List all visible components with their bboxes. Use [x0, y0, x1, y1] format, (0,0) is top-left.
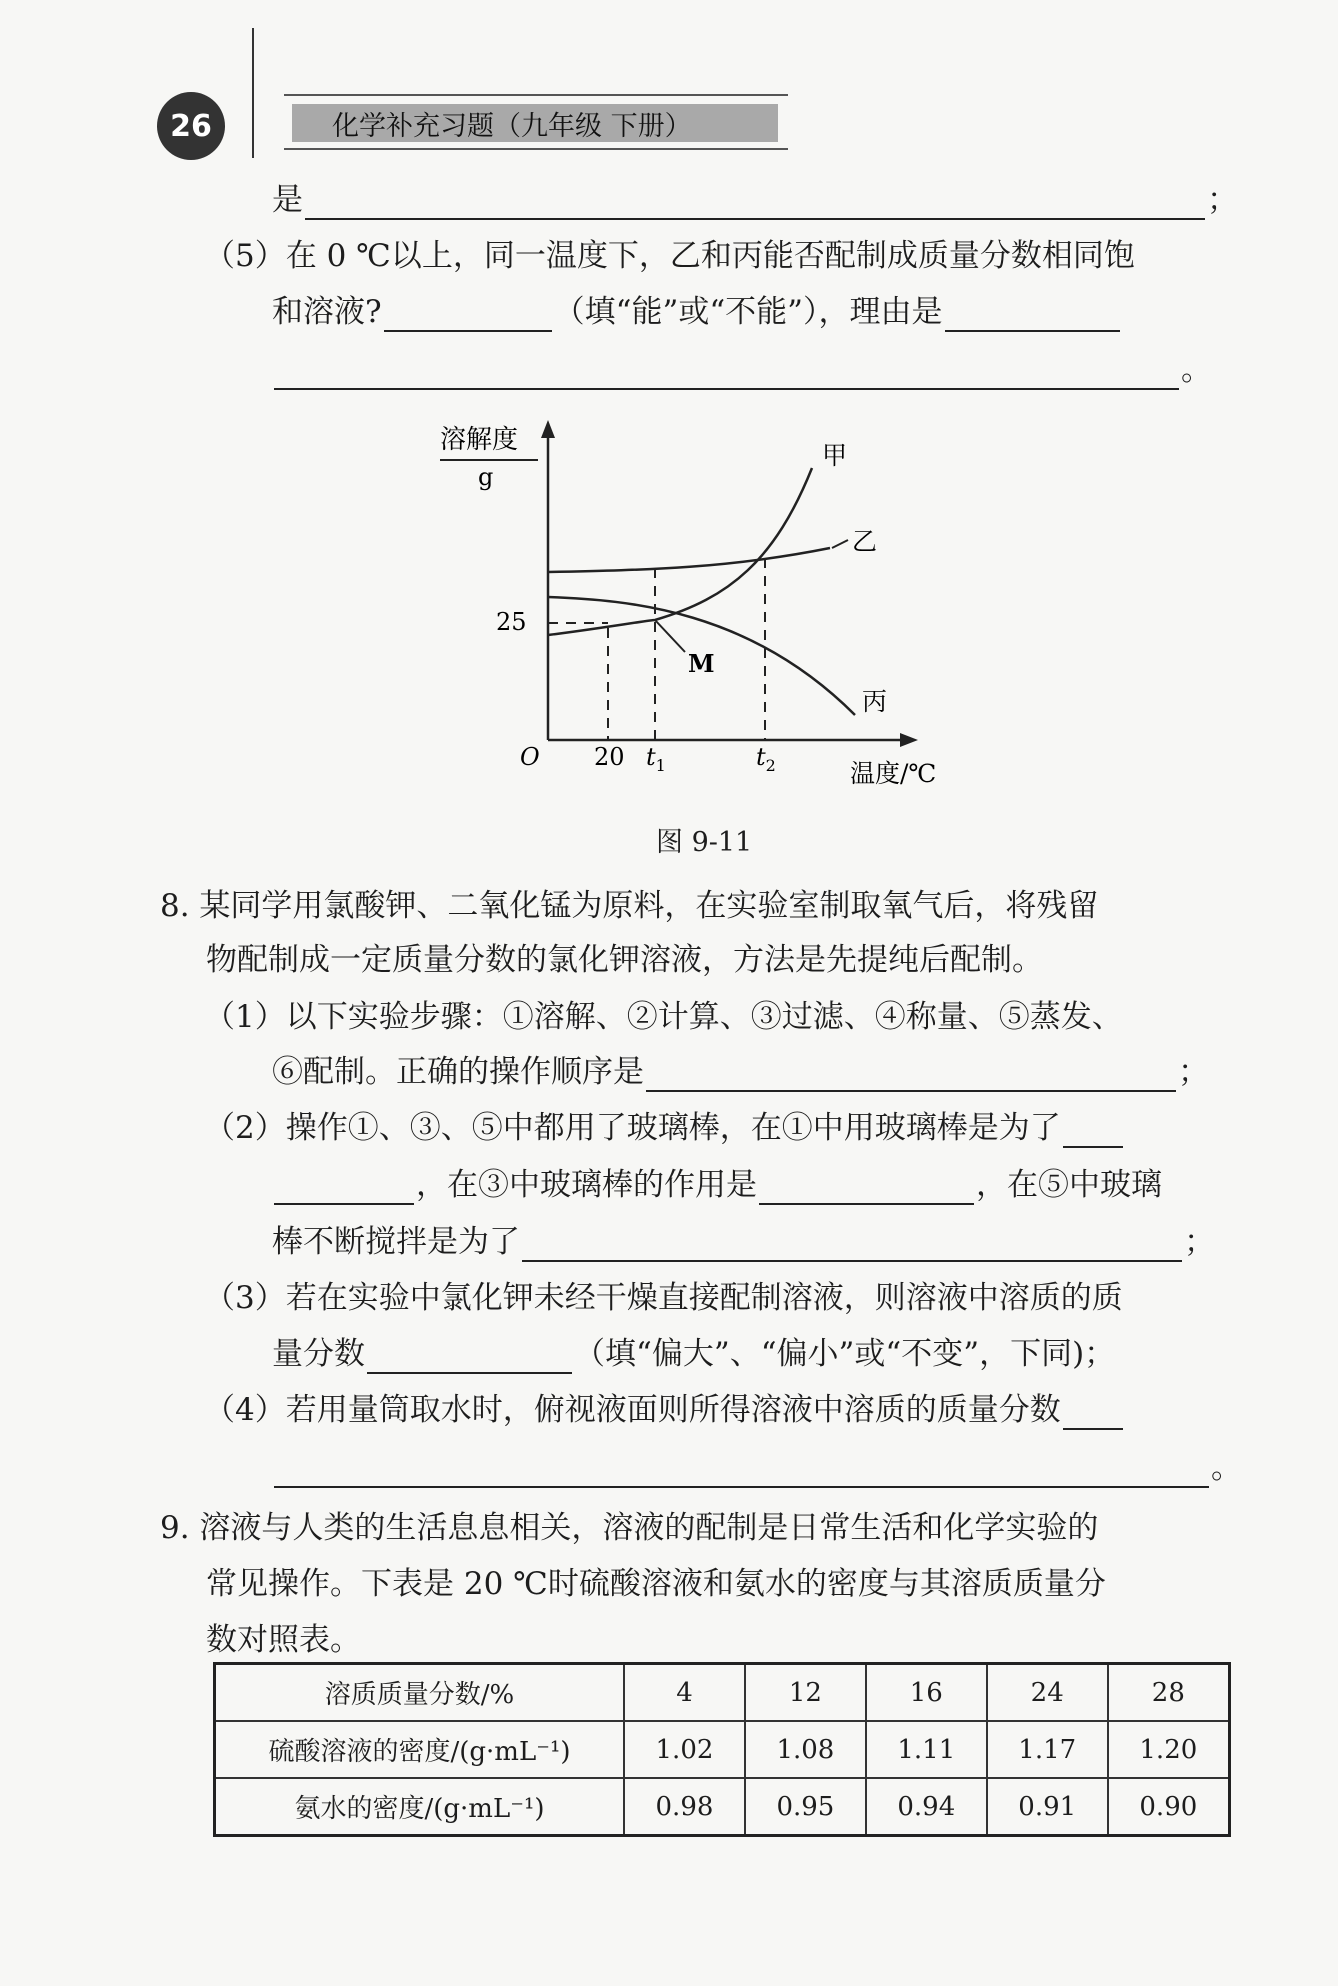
answer-blank[interactable]: [1063, 1394, 1123, 1430]
curve-yi: [548, 548, 830, 572]
x-tick-t2-sub: 2: [765, 756, 776, 775]
table-cell: 氨水的密度/(g·mL⁻¹): [215, 1778, 625, 1836]
answer-blank[interactable]: [274, 1452, 1209, 1488]
q8-p4-line1: [204, 1390, 1125, 1430]
header-rule-bottom: [284, 148, 788, 150]
q8-p3-line1: （3）若在实验中氯化钾未经干燥直接配制溶液，则溶液中溶质的质: [204, 1280, 1123, 1316]
q8-p3-line2-b: （填“偏大”、“偏小”或“不变”，下同)；: [574, 1336, 1116, 1372]
q7-part5-line3: [272, 350, 1212, 390]
x-tick-t1-sub: 1: [655, 756, 666, 775]
q8-p4-line2-suffix: 。: [1211, 1450, 1242, 1486]
answer-blank[interactable]: [305, 184, 1205, 220]
q8-p2-line1-text: （2）操作①、③、⑤中都用了玻璃棒，在①中用玻璃棒是为了: [204, 1110, 1061, 1146]
answer-blank[interactable]: [759, 1169, 974, 1205]
density-table: [213, 1662, 1231, 1837]
book-title: 化学补充习题（九年级 下册）: [292, 104, 778, 142]
table-cell: 1.11: [866, 1721, 987, 1778]
q8-p2-line3: [272, 1222, 1215, 1262]
q8-p4-line1-text: （4）若用量筒取水时，俯视液面则所得溶液中溶质的质量分数: [204, 1392, 1061, 1428]
table-cell: 0.98: [624, 1778, 745, 1836]
q8-p1-line1: （1）以下实验步骤：①溶解、②计算、③过滤、④称量、⑤蒸发、: [204, 999, 1123, 1035]
x-tick-t1-main: t: [646, 743, 656, 771]
page-number: 26: [157, 92, 225, 160]
x-tick-t1: [646, 743, 666, 775]
q8-p2-line1: [204, 1108, 1125, 1148]
q7-line1-prefix: 是: [272, 182, 303, 218]
q8-p2-line2: [272, 1165, 1162, 1205]
q8-p2-line2-b: ，在⑤中玻璃: [976, 1167, 1162, 1203]
table-row: [215, 1778, 1230, 1836]
q8-p1-line2: [272, 1052, 1209, 1092]
q7-line1: [272, 180, 1238, 220]
origin-label: O: [520, 743, 540, 771]
answer-blank[interactable]: [367, 1338, 572, 1374]
q8-line2: 物配制成一定质量分数的氯化钾溶液，方法是先提纯后配制。: [206, 942, 1043, 978]
q9-line1: 9. 溶液与人类的生活息息相关，溶液的配制是日常生活和化学实验的: [160, 1510, 1099, 1546]
curve-label-jia: 甲: [822, 441, 848, 470]
q8-p2-line3-suffix: ；: [1184, 1224, 1215, 1260]
q9-line2: 常见操作。下表是 20 ℃时硫酸溶液和氨水的密度与其溶质质量分: [206, 1566, 1106, 1602]
x-tick-20: 20: [594, 743, 625, 771]
q7-line1-suffix: ；: [1207, 182, 1238, 218]
table-cell: 24: [987, 1664, 1108, 1722]
q7-part5-line2-a: 和溶液?: [272, 294, 382, 330]
q8-p1-line2-suffix: ；: [1178, 1054, 1209, 1090]
header-divider: [252, 28, 254, 158]
table-cell: 1.08: [745, 1721, 866, 1778]
table-cell: 溶质质量分数/%: [215, 1664, 625, 1722]
y-tick-25: 25: [496, 608, 527, 636]
table-cell: 0.94: [866, 1778, 987, 1836]
q8-p3-line2: [272, 1334, 1115, 1374]
x-axis-label: 温度/℃: [850, 759, 937, 788]
table-cell: 28: [1108, 1664, 1230, 1722]
table-cell: 4: [624, 1664, 745, 1722]
table-cell: 0.90: [1108, 1778, 1230, 1836]
header-rule-top: [284, 94, 788, 96]
q8-p4-line2: [272, 1448, 1242, 1488]
table-cell: 0.91: [987, 1778, 1108, 1836]
q8-p3-line2-a: 量分数: [272, 1336, 365, 1372]
table-cell: 12: [745, 1664, 866, 1722]
answer-blank[interactable]: [522, 1226, 1182, 1262]
table-cell: 1.20: [1108, 1721, 1230, 1778]
x-tick-t2-main: t: [756, 743, 766, 771]
table-cell: 硫酸溶液的密度/(g·mL⁻¹): [215, 1721, 625, 1778]
point-m-label: M: [688, 649, 715, 678]
table-cell: 0.95: [745, 1778, 866, 1836]
table-row: [215, 1664, 1230, 1722]
q7-part5-line1: （5）在 0 ℃以上，同一温度下，乙和丙能否配制成质量分数相同饱: [204, 238, 1135, 274]
table-cell: 1.17: [987, 1721, 1108, 1778]
answer-blank[interactable]: [646, 1056, 1176, 1092]
curve-label-bing: 丙: [862, 687, 888, 716]
q7-part5-line2: [272, 292, 1122, 332]
answer-blank[interactable]: [384, 296, 552, 332]
q8-p2-line2-a: ，在③中玻璃棒的作用是: [416, 1167, 757, 1203]
q8-p1-line2-text: ⑥配制。正确的操作顺序是: [272, 1054, 644, 1090]
figure-caption: 图 9-11: [656, 827, 753, 858]
answer-blank[interactable]: [274, 354, 1179, 390]
x-axis-arrow-icon: [900, 733, 918, 747]
q8-line1: 8. 某同学用氯酸钾、二氧化锰为原料，在实验室制取氧气后，将残留: [160, 888, 1099, 924]
table-cell: 1.02: [624, 1721, 745, 1778]
y-axis-arrow-icon: [541, 420, 555, 438]
curve-label-yi: 乙: [852, 527, 878, 556]
table-row: [215, 1721, 1230, 1778]
x-tick-t2: [756, 743, 776, 775]
q7-part5-line2-b: （填“能”或“不能”），理由是: [553, 294, 943, 330]
q9-line3: 数对照表。: [206, 1622, 361, 1658]
answer-blank[interactable]: [945, 296, 1120, 332]
y-axis-label: 溶解度: [440, 425, 519, 455]
q8-p2-line3-text: 棒不断搅拌是为了: [272, 1224, 520, 1260]
curve-jia: [548, 468, 812, 635]
q7-part5-line3-suffix: 。: [1181, 352, 1212, 388]
answer-blank[interactable]: [1063, 1112, 1123, 1148]
answer-blank[interactable]: [274, 1169, 414, 1205]
table-cell: 16: [866, 1664, 987, 1722]
point-m-pointer: [655, 620, 685, 652]
y-axis-unit: g: [478, 463, 494, 491]
curve-yi-leader: [832, 540, 848, 548]
solubility-chart: [430, 420, 970, 790]
